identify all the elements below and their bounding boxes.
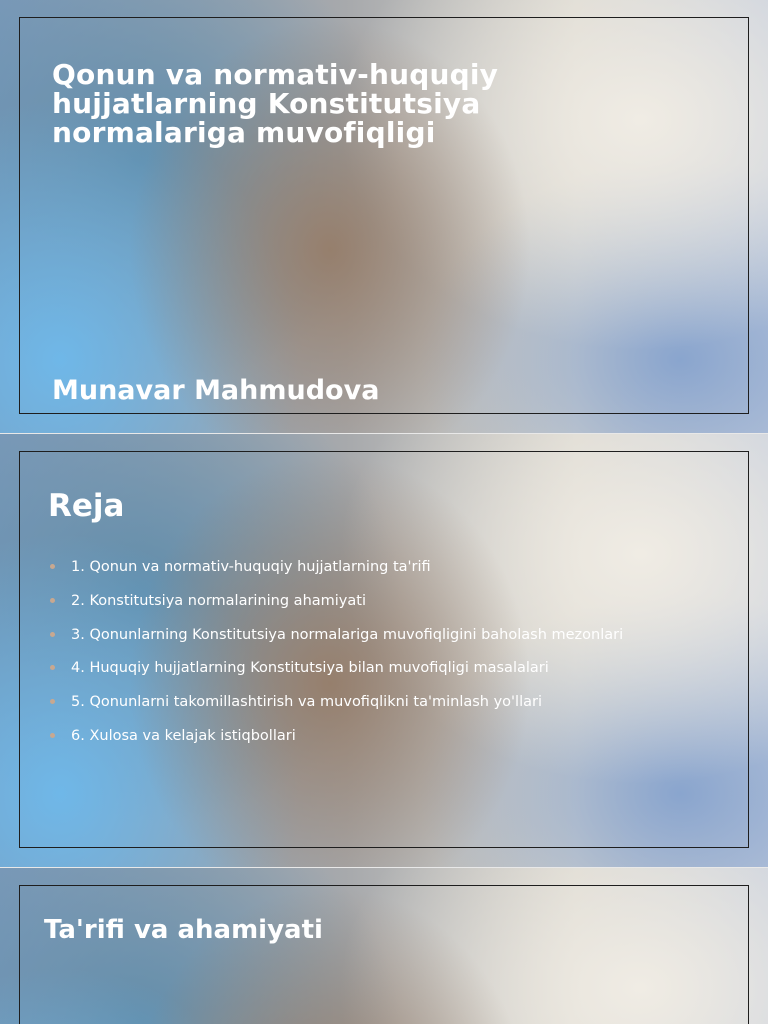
list-item-text: 1. Qonun va normativ-huquqiy hujjatlarning ta'rifi: [71, 559, 431, 575]
bullet-icon: [50, 598, 55, 603]
list-item: [50, 552, 623, 586]
definition-slide[interactable]: [0, 868, 768, 1024]
bullet-icon: [50, 733, 55, 738]
list-item-text: 2. Konstitutsiya normalarining ahamiyati: [71, 592, 366, 609]
list-item: [50, 721, 623, 755]
list-item: [50, 687, 623, 721]
list-item: [50, 653, 623, 687]
bullet-icon: [50, 699, 55, 704]
list-item-text: 5. Qonunlarni takomillashtirish va muvofiqlikni ta'minlash yo'llari: [71, 694, 542, 711]
list-item-text: 4. Huquqiy hujjatlarning Konstitutsiya bilan muvofiqligi masalalari: [71, 660, 549, 677]
list-item: [50, 620, 623, 654]
title-slide[interactable]: [0, 0, 768, 433]
slide-frame: [19, 885, 749, 1024]
bullet-icon: [50, 632, 55, 637]
slide-heading: Reja: [48, 488, 125, 524]
plan-list: [50, 552, 623, 755]
slide-heading: Ta'rifi va ahamiyati: [44, 915, 323, 945]
presentation-title: Qonun va normativ-huquqiy hujjatlarning Konstitutsiya normalariga muvofiqligi: [52, 58, 499, 149]
bullet-icon: [50, 665, 55, 670]
bullet-icon: [50, 564, 55, 569]
plan-slide[interactable]: [0, 434, 768, 867]
list-item: [50, 586, 623, 620]
list-item-text: 6. Xulosa va kelajak istiqbollari: [71, 727, 296, 744]
author-name: Munavar Mahmudova: [52, 375, 380, 406]
list-item-text: 3. Qonunlarning Konstitutsiya normalariga muvofiqligini baholash mezonlari: [71, 626, 624, 643]
